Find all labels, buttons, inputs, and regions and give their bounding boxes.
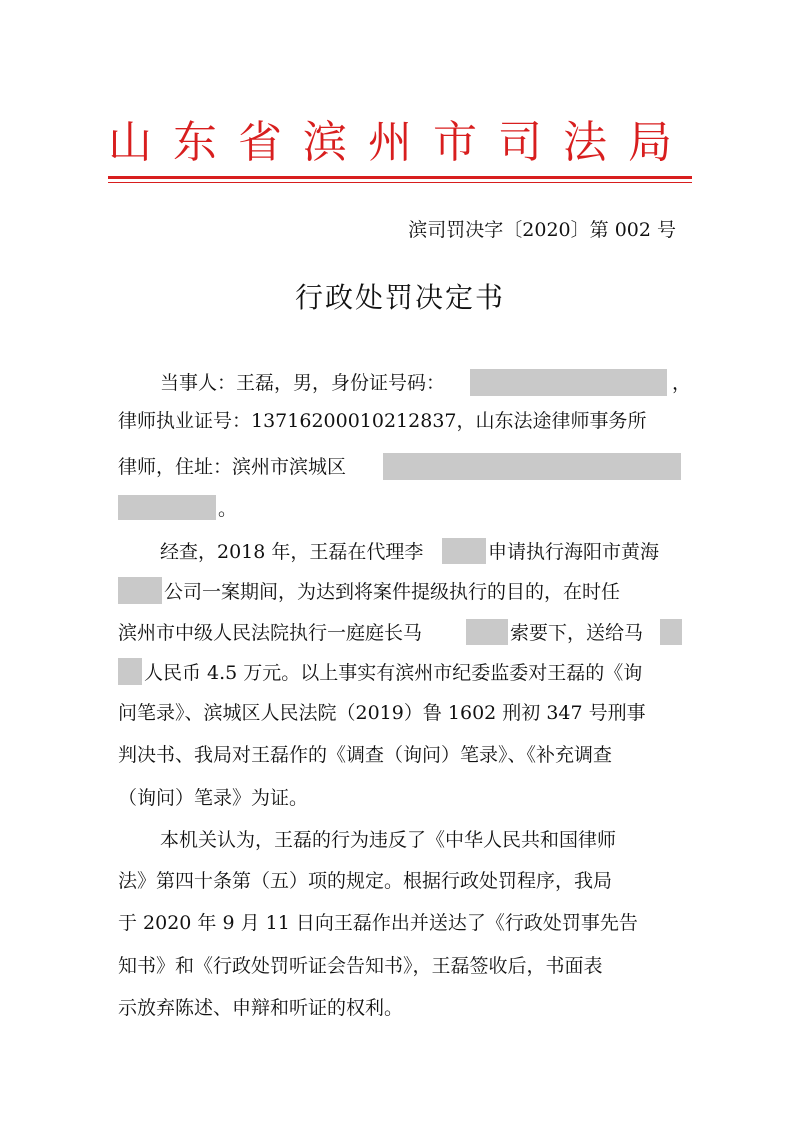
redacted-name-ma-2 (660, 619, 682, 645)
ruling-line-1: 本机关认为，王磊的行为违反了《中华人民共和国律师 (160, 829, 617, 851)
redacted-name-ma-3 (118, 658, 142, 685)
ruling-line-2: 法》第四十条第（五）项的规定。根据行政处罚程序，我局 (118, 870, 613, 892)
document-title: 行政处罚决定书 (294, 281, 505, 314)
redacted-name-ma (466, 619, 508, 645)
facts-line-2: 公司一案期间，为达到将案件提级执行的目的，在时任 (164, 581, 621, 603)
facts-line-3-cont: 索要下，送给马 (510, 622, 644, 644)
facts-line-1: 经查，2018 年，王磊在代理李 (160, 541, 424, 563)
facts-line-5: 问笔录》、滨城区人民法院（2019）鲁 1602 刑初 347 号刑事 (118, 702, 646, 724)
redacted-address (383, 453, 681, 480)
redacted-company-name (118, 577, 162, 604)
facts-line-7: （询问）笔录》为证。 (118, 787, 309, 809)
document-number: 滨司罚决字〔2020〕第 002 号 (408, 219, 676, 241)
party-line-comma: ， (672, 372, 692, 394)
facts-line-3: 滨州市中级人民法院执行一庭庭长马 (118, 622, 423, 644)
header-rule-thick (108, 176, 692, 179)
party-line: 当事人：王磊，男，身份证号码： (160, 372, 446, 394)
ruling-line-3: 于 2020 年 9 月 11 日向王磊作出并送达了《行政处罚事先告 (118, 912, 638, 934)
ruling-line-5: 示放弃陈述、申辩和听证的权利。 (118, 997, 404, 1019)
facts-line-4: 人民币 4.5 万元。以上事实有滨州市纪委监委对王磊的《询 (144, 662, 643, 684)
license-line: 律师执业证号：13716200010212837，山东法途律师事务所 (118, 410, 647, 432)
ruling-line-4: 知书》和《行政处罚听证会告知书》，王磊签收后，书面表 (118, 955, 603, 977)
redacted-name-li (442, 538, 486, 564)
address-line-end: 。 (218, 498, 238, 520)
facts-line-1-cont: 申请执行海阳市黄海 (488, 541, 660, 563)
redacted-address-continued (118, 495, 216, 520)
redacted-id-number (470, 369, 667, 396)
facts-line-6: 判决书、我局对王磊作的《调查（询问）笔录》、《补充调查 (118, 744, 613, 766)
header-rule-thin (108, 182, 692, 183)
issuing-agency-header: 山东省滨州市司法局 (108, 117, 693, 168)
address-line: 律师，住址：滨州市滨城区 (118, 456, 347, 478)
